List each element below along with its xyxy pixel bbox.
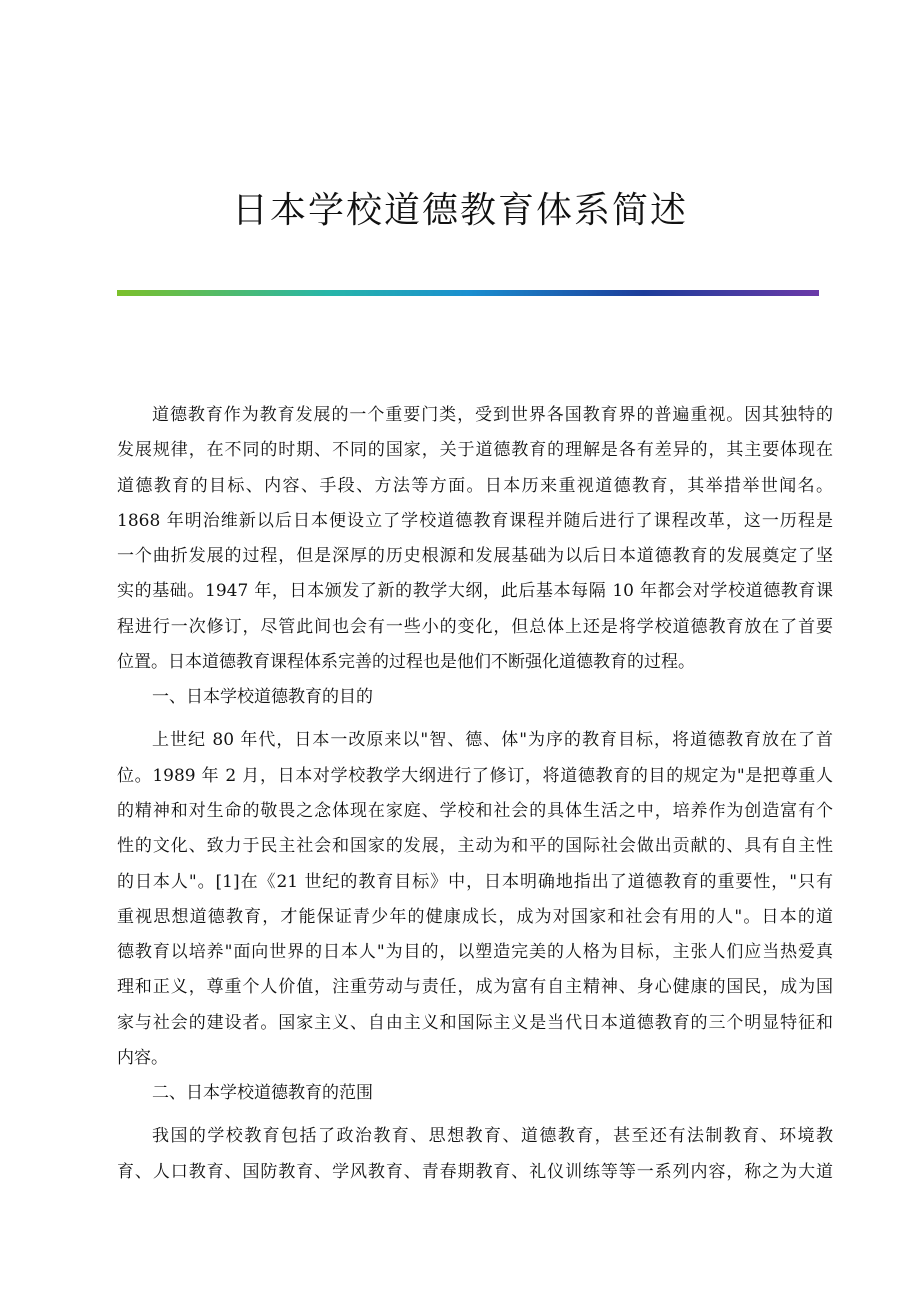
section-heading xyxy=(117,1076,833,1119)
text-line: 性的文化、致力于民主社会和国家的发展，主动为和平的国际社会做出贡献的、具有自主性 xyxy=(117,836,833,857)
section-heading xyxy=(117,680,833,723)
text-line: 内容。 xyxy=(117,1048,168,1069)
paragraph xyxy=(117,398,833,680)
text-line: 1868 年明治维新以后日本便设立了学校道德教育课程并随后进行了课程改革，这一历程是 xyxy=(117,510,833,531)
paragraph xyxy=(117,723,833,1076)
text-line: 的日本人"。[1]在《21 世纪的教育目标》中，日本明确地指出了道德教育的重要性，"只有 xyxy=(117,871,833,892)
text-line: 位。1989 年 2 月，日本对学校教学大纲进行了修订，将道德教育的目的规定为"是把尊重人 xyxy=(117,765,833,786)
text-line: 发展规律，在不同的时期、不同的国家，关于道德教育的理解是各有差异的，其主要体现在 xyxy=(117,440,833,461)
text-line: 位置。日本道德教育课程体系完善的过程也是他们不断强化道德教育的过程。 xyxy=(117,652,695,673)
text-line: 家与社会的建设者。国家主义、自由主义和国际主义是当代日本道德教育的三个明显特征和 xyxy=(117,1012,833,1033)
text-line: 德教育以培养"面向世界的日本人"为目的，以塑造完美的人格为目标，主张人们应当热爱真 xyxy=(117,942,833,963)
text-line: 我国的学校教育包括了政治教育、思想教育、道德教育，甚至还有法制教育、环境教 xyxy=(152,1126,833,1147)
gradient-divider xyxy=(117,290,819,296)
text-line: 程进行一次修订，尽管此间也会有一些小的变化，但总体上还是将学校道德教育放在了首要 xyxy=(117,616,833,637)
text-line: 理和正义，尊重个人价值，注重劳动与责任，成为富有自主精神、身心健康的国民，成为国 xyxy=(117,977,833,998)
text-line: 育、人口教育、国防教育、学风教育、青春期教育、礼仪训练等等一系列内容，称之为大道 xyxy=(117,1161,833,1182)
text-line: 的精神和对生命的敬畏之念体现在家庭、学校和社会的具体生活之中，培养作为创造富有个 xyxy=(117,800,833,821)
text-line: 二、日本学校道德教育的范围 xyxy=(152,1083,373,1104)
text-line: 实的基础。1947 年，日本颁发了新的教学大纲，此后基本每隔 10 年都会对学校道德教育课 xyxy=(117,581,833,602)
text-line: 重视思想道德教育，才能保证青少年的健康成长，成为对国家和社会有用的人"。日本的道 xyxy=(117,906,833,927)
text-line: 一、日本学校道德教育的目的 xyxy=(152,687,373,708)
document-body xyxy=(117,398,833,1190)
text-line: 道德教育作为教育发展的一个重要门类，受到世界各国教育界的普遍重视。因其独特的 xyxy=(152,405,833,425)
text-line: 上世纪 80 年代，日本一改原来以"智、德、体"为序的教育目标，将道德教育放在了首 xyxy=(152,730,833,751)
text-line: 道德教育的目标、内容、手段、方法等方面。日本历来重视道德教育，其举措举世闻名。 xyxy=(117,475,833,496)
paragraph xyxy=(117,1119,833,1190)
text-line: 一个曲折发展的过程，但是深厚的历史根源和发展基础为以后日本道德教育的发展奠定了坚 xyxy=(117,546,833,567)
document-title: 日本学校道德教育体系简述 xyxy=(231,190,688,231)
